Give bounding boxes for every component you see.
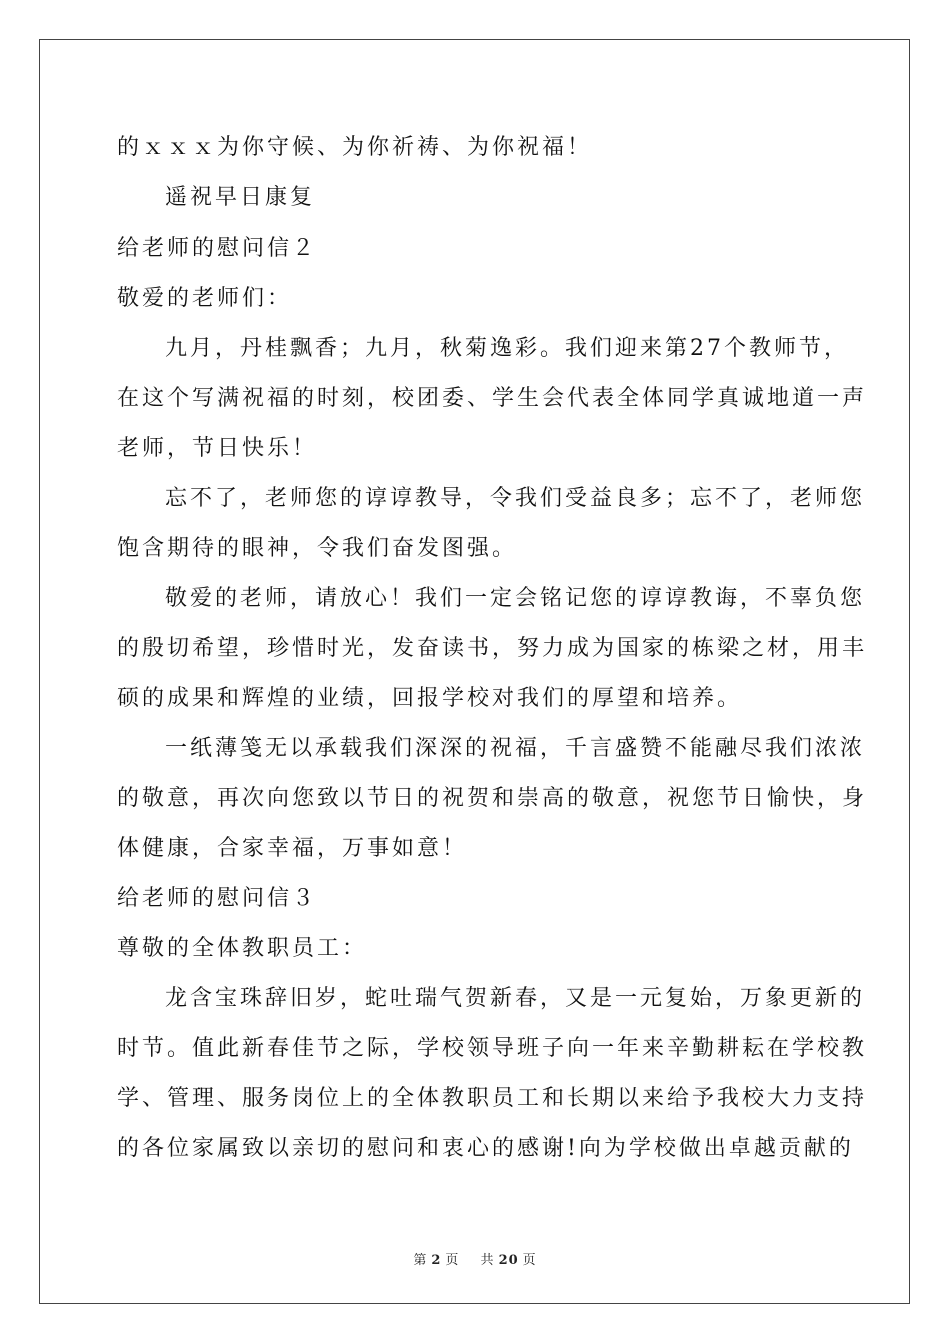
paragraph-line: 敬爱的老师，请放心！我们一定会铭记您的谆谆教诲，不辜负您	[165, 586, 866, 611]
paragraph-line: 饱含期待的眼神，令我们奋发图强。	[117, 536, 518, 561]
paragraph-line: 忘不了，老师您的谆谆教导，令我们受益良多；忘不了，老师您	[165, 486, 866, 511]
paragraph-line: 的敬意，再次向您致以节日的祝贺和崇高的敬意，祝您节日愉快，身	[117, 786, 868, 811]
paragraph-line: 体健康，合家幸福，万事如意！	[117, 836, 468, 861]
closing-wish: 遥祝早日康复	[165, 185, 316, 210]
paragraph-line: 九月，丹桂飘香；九月，秋菊逸彩。我们迎来第27个教师节，	[165, 336, 849, 361]
text-line: 的ｘｘｘ为你守候、为你祈祷、为你祝福！	[117, 135, 593, 160]
page-indicator: 第 2 页	[413, 1253, 460, 1268]
paragraph-line: 硕的成果和辉煌的业绩，回报学校对我们的厚望和培养。	[117, 686, 743, 711]
salutation: 尊敬的全体教职员工：	[117, 936, 368, 961]
section-heading: 给老师的慰问信２	[117, 236, 318, 261]
paragraph-line: 龙含宝珠辞旧岁，蛇吐瑞气贺新春，又是一元复始，万象更新的	[165, 986, 866, 1011]
total-pages-indicator: 共 20 页	[480, 1253, 537, 1268]
page-border	[39, 39, 910, 1304]
paragraph-line: 的各位家属致以亲切的慰问和衷心的感谢!向为学校做出卓越贡献的	[117, 1136, 854, 1161]
paragraph-line: 老师，节日快乐！	[117, 436, 318, 461]
paragraph-line: 时节。值此新春佳节之际，学校领导班子向一年来辛勤耕耘在学校教	[117, 1036, 868, 1061]
paragraph-line: 在这个写满祝福的时刻，校团委、学生会代表全体同学真诚地道一声	[117, 386, 868, 411]
paragraph-line: 一纸薄笺无以承载我们深深的祝福，千言盛赞不能融尽我们浓浓	[165, 736, 866, 761]
page-footer	[0, 1249, 950, 1268]
section-heading: 给老师的慰问信３	[117, 886, 318, 911]
salutation: 敬爱的老师们：	[117, 286, 293, 311]
paragraph-line: 学、管理、服务岗位上的全体教职员工和长期以来给予我校大力支持	[117, 1086, 868, 1111]
paragraph-line: 的殷切希望，珍惜时光，发奋读书，努力成为国家的栋梁之材，用丰	[117, 636, 868, 661]
